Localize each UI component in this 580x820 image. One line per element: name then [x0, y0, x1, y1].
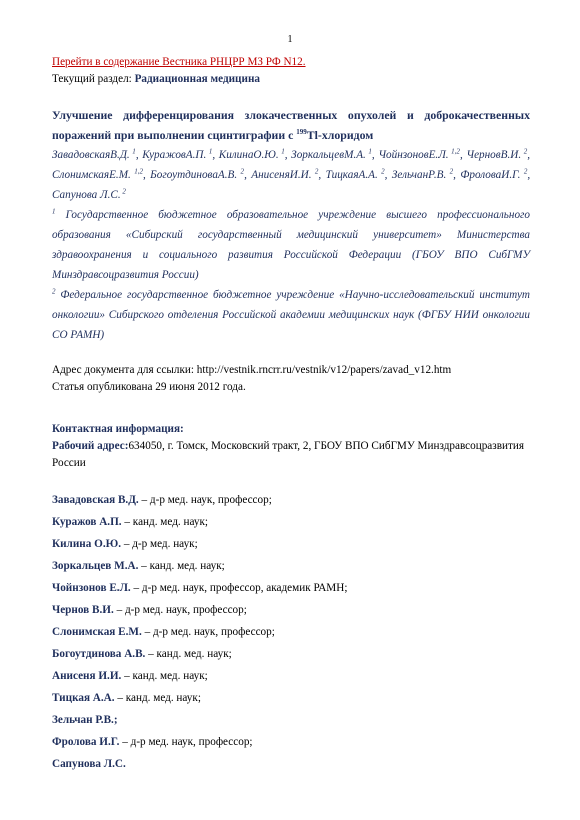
- author: [150, 169, 244, 181]
- author: [251, 169, 318, 181]
- author-name: ЧерновВ.И.: [466, 149, 522, 161]
- person-name: Завадовская В.Д.: [52, 494, 139, 506]
- person-credentials: – канд. мед. наук;: [138, 560, 225, 572]
- author: [326, 169, 385, 181]
- author-affiliation-mark: 1: [365, 147, 372, 156]
- person-name: Килина О.Ю.: [52, 538, 122, 550]
- work-address: [52, 438, 530, 472]
- author-list: ЗавадовскаяВ.Д. $^1$, КуражовА.П. $^1$, КилинаО.Ю. $^1$, ЗоркальцевМ.А. $^1$, ЧойнзоновЕ.Л. $^{1,2}$, ЧерновВ.И. $^2$, СлонимскаяЕ.М. $^{1,2}$, БогоутдиноваА.В. $^2$, АнисеняИ.И. $^2$, ТицкаяА.А. $^2$, ЗельчанР.В. $^2$, ФроловаИ.Г. $^2$, Сапунова Л.С. $^2$: [52, 147, 531, 201]
- section-value: Радиационная медицина: [134, 73, 260, 85]
- author-affiliation-mark: 2: [311, 167, 319, 176]
- work-address-value: 634050, г. Томск, Московский тракт, 2, ГБОУ ВПО СибГМУ Минздравсоцразвития России: [52, 440, 524, 469]
- person-name: Сапунова Л.С.: [52, 758, 126, 770]
- person-entry: [52, 533, 530, 555]
- article-title: [52, 105, 530, 145]
- toc-link[interactable]: Перейти в содержание Вестника РНЦРР МЗ РФ N12.: [52, 56, 306, 68]
- person-entry: [52, 687, 530, 709]
- article-title-part2: Tl-хлоридом: [306, 128, 374, 142]
- person-name: Богоутдинова А.В.: [52, 648, 146, 660]
- person-credentials: – канд. мед. наук;: [114, 692, 201, 704]
- work-address-label: Рабочий адрес:: [52, 440, 129, 452]
- person-entry: [52, 577, 530, 599]
- author-affiliation-mark: 1: [129, 147, 136, 156]
- contact-title: Контактная информация:: [52, 423, 184, 435]
- person-name: Тицкая А.А.: [52, 692, 115, 704]
- author-affiliation-mark: 1: [278, 147, 285, 156]
- person-name: Чернов В.И.: [52, 604, 114, 616]
- affiliation: [52, 285, 530, 345]
- affiliation: [52, 205, 530, 285]
- person-name: Анисеня И.И.: [52, 670, 122, 682]
- author-name: КуражовА.П.: [142, 149, 207, 161]
- author: [52, 149, 136, 161]
- author: [52, 189, 126, 201]
- author: [466, 149, 527, 161]
- author-name: АнисеняИ.И.: [251, 169, 312, 181]
- author: [142, 149, 212, 161]
- author-name: ЧойнзоновЕ.Л.: [378, 149, 449, 161]
- author: [52, 169, 143, 181]
- person-credentials: – д-р мед. наук, профессор;: [138, 494, 272, 506]
- affiliation-text: Государственное бюджетное образовательное учреждение высшего профессионального образования «Сибирский государственный медицинский университет» Министерства здравоохранения и социального развития Российской Федерации (ГБОУ ВПО СибГМУ Минздравсоцразвития России): [52, 209, 530, 281]
- author-affiliation-mark: 2: [446, 167, 454, 176]
- person-credentials: – д-р мед. наук, профессор;: [119, 736, 253, 748]
- section-label: Текущий раздел:: [52, 73, 132, 85]
- affiliation-list: [52, 205, 530, 345]
- affiliation-text: Федеральное государственное бюджетное учреждение «Научно-исследовательский институт онкологии» Сибирского отделения Российской академии медицинских наук (ФГБУ НИИ онкологии СО РАМН): [52, 289, 530, 341]
- person-name: Чойнзонов Е.Л.: [52, 582, 131, 594]
- author: [460, 169, 527, 181]
- person-name: Куражов А.П.: [52, 516, 122, 528]
- author: [378, 149, 460, 161]
- person-credentials: – канд. мед. наук;: [121, 670, 208, 682]
- person-name: Зельчан Р.В.;: [52, 714, 118, 726]
- author-affiliation-mark: 2: [521, 147, 528, 156]
- author-affiliation-mark: 1: [206, 147, 213, 156]
- person-list: [52, 489, 530, 775]
- person-entry: [52, 599, 530, 621]
- document-body: [52, 54, 530, 775]
- author-affiliation-mark: 2: [120, 187, 126, 196]
- person-entry: [52, 489, 530, 511]
- person-name: Фролова И.Г.: [52, 736, 120, 748]
- person-entry: [52, 753, 530, 775]
- author: [219, 149, 285, 161]
- author-name: КилинаО.Ю.: [218, 149, 279, 161]
- person-entry: [52, 731, 530, 753]
- person-entry: [52, 665, 530, 687]
- author-name: ЗельчанР.В.: [391, 169, 447, 181]
- author-affiliation-mark: 2: [237, 167, 245, 176]
- page-number: 1: [287, 34, 293, 45]
- section-line: [52, 71, 530, 88]
- person-credentials: – д-р мед. наук, профессор;: [141, 626, 275, 638]
- article-title-isotope: 199: [296, 128, 307, 137]
- person-credentials: – д-р мед. наук;: [121, 538, 198, 550]
- author-affiliation-mark: 2: [377, 167, 385, 176]
- author-affiliation-mark: 1,2: [130, 167, 143, 176]
- article-title-part1: Улучшение дифференцирования злокачественных опухолей и доброкачественных поражений при выполнении сцинтиграфии с: [52, 108, 530, 142]
- person-name: Слонимская Е.М.: [52, 626, 142, 638]
- author-name: СлонимскаяЕ.М.: [52, 169, 131, 181]
- author-name: ЗавадовскаяВ.Д.: [52, 149, 130, 161]
- person-entry: [52, 511, 530, 533]
- person-entry: [52, 621, 530, 643]
- address-line: Адрес документа для ссылки: http://vestnik.rncrr.ru/vestnik/v12/papers/zavad_v12.htm: [52, 364, 452, 376]
- author-name: ЗоркальцевМ.А.: [291, 149, 366, 161]
- author: [291, 149, 372, 161]
- author-affiliation-mark: 2: [520, 167, 528, 176]
- author-affiliation-mark: 1,2: [448, 147, 460, 156]
- author-name: Сапунова Л.С.: [52, 189, 121, 201]
- person-credentials: – канд. мед. наук;: [121, 516, 209, 528]
- person-entry: [52, 555, 530, 577]
- affiliation-mark: 2: [52, 287, 56, 296]
- affiliation-mark: 1: [52, 207, 56, 216]
- published-line: Статья опубликована 29 июня 2012 года.: [52, 381, 246, 393]
- person-credentials: – д-р мед. наук, профессор, академик РАМН;: [130, 582, 348, 594]
- person-entry: [52, 643, 530, 665]
- person-credentials: – д-р мед. наук, профессор;: [113, 604, 247, 616]
- toc-link-line: [52, 54, 530, 71]
- author-name: ФроловаИ.Г.: [460, 169, 521, 181]
- author-name: ТицкаяА.А.: [325, 169, 378, 181]
- person-entry: [52, 709, 530, 731]
- person-credentials: – канд. мед. наук;: [145, 648, 232, 660]
- author-name: БогоутдиноваА.В.: [150, 169, 238, 181]
- person-name: Зоркальцев М.А.: [52, 560, 139, 572]
- author: [392, 169, 453, 181]
